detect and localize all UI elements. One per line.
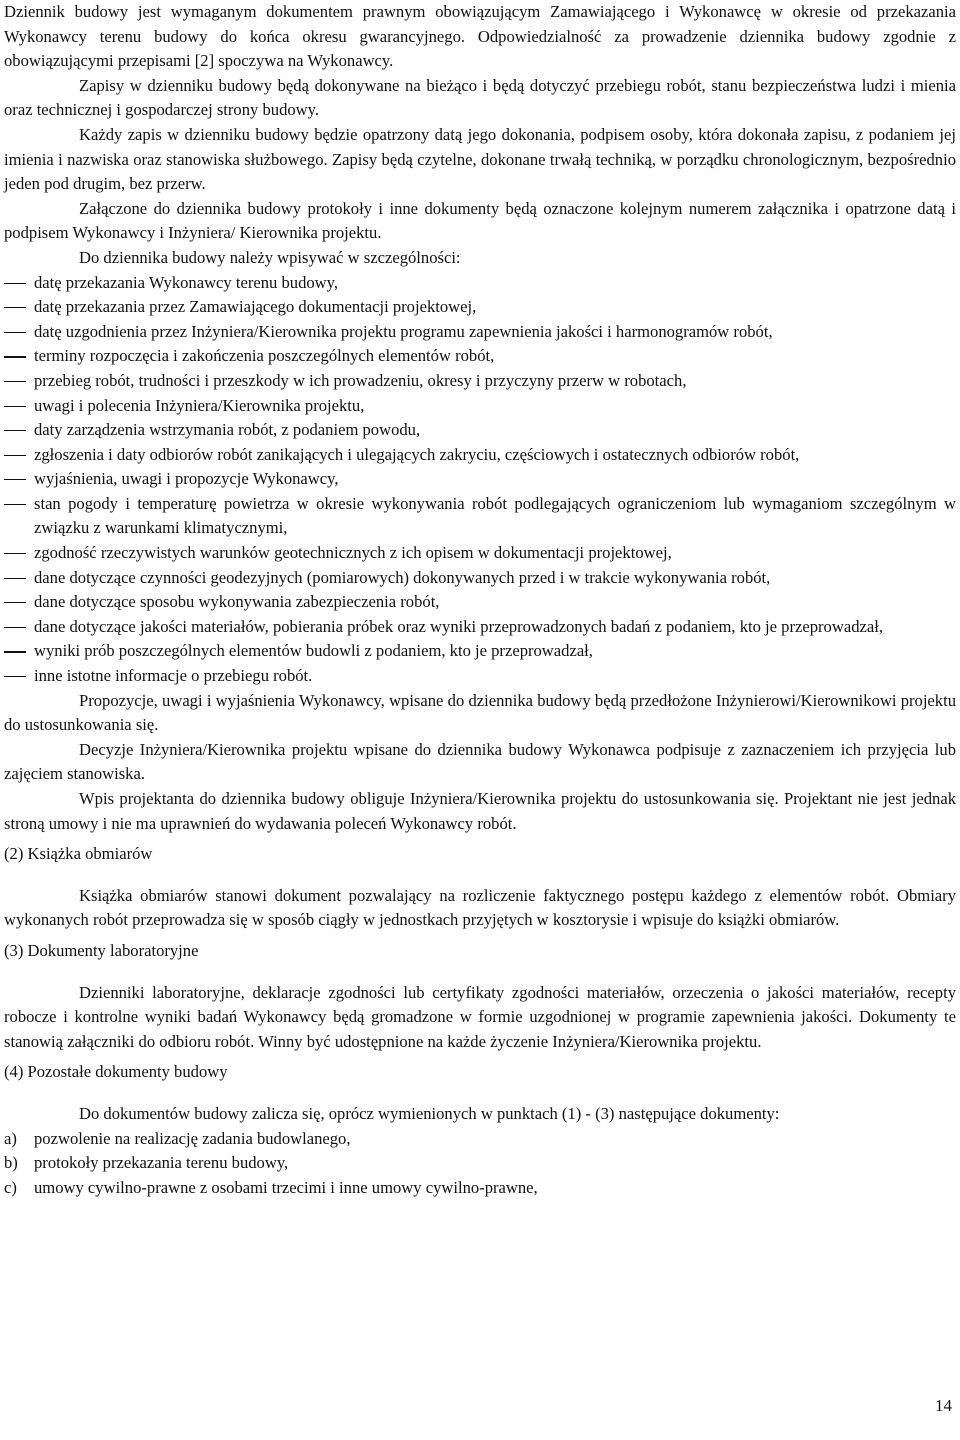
list-item-text: inne istotne informacje o przebiegu robót. bbox=[34, 666, 313, 686]
list-item-text: datę przekazania Wykonawcy terenu budowy, bbox=[34, 272, 339, 292]
list-item-text: wyjaśnienia, uwagi i propozycje Wykonawcy, bbox=[34, 469, 339, 489]
dash-bullet-icon bbox=[4, 651, 26, 652]
section-heading: (3) Dokumenty laboratoryjne bbox=[4, 940, 199, 960]
lettered-list bbox=[4, 1127, 956, 1201]
list-item bbox=[4, 467, 956, 492]
dash-bullet-icon bbox=[4, 283, 26, 284]
dash-bullet-icon bbox=[4, 602, 26, 603]
paragraph: Książka obmiarów stanowi dokument pozwalający na rozliczenie faktycznego postępu każdego z elementów robót. Obmiary wykonanych robót przeprowadza się w sposób ciągły w jednostkach przyjętych w kosztorysie i wpisuje do książki obmiarów. bbox=[4, 885, 956, 930]
list-item bbox=[4, 664, 956, 689]
paragraph: Dziennik budowy jest wymaganym dokumentem prawnym obowiązującym Zamawiającego i Wykonawcę w okresie od przekazania Wykonawcy terenu budowy do końca okresu gwarancyjnego. Odpowiedzialność za prowadzenie dziennika budowy zgodnie z obowiązującymi przepisami [2] spoczywa na Wykonawcy. bbox=[4, 2, 956, 71]
list-item bbox=[4, 492, 956, 541]
list-item-text: uwagi i polecenia Inżyniera/Kierownika projektu, bbox=[34, 395, 365, 415]
paragraph: Propozycje, uwagi i wyjaśnienia Wykonawcy, wpisane do dziennika budowy będą przedłożone Inżynierowi/Kierownikowi projektu do ustosunkowania się. bbox=[4, 690, 956, 735]
list-item bbox=[4, 271, 956, 296]
list-item-text: pozwolenie na realizację zadania budowlanego, bbox=[34, 1128, 351, 1148]
list-item-text: datę przekazania przez Zamawiającego dokumentacji projektowej, bbox=[34, 297, 477, 317]
list-item bbox=[4, 295, 956, 320]
list-item-text: dane dotyczące sposobu wykonywania zabezpieczenia robót, bbox=[34, 592, 440, 612]
paragraph: Załączone do dziennika budowy protokoły i inne dokumenty będą oznaczone kolejnym numerem załącznika i opatrzone datą i podpisem Wykonawcy i Inżyniera/ Kierownika projektu. bbox=[4, 198, 956, 243]
dash-bullet-icon bbox=[4, 676, 26, 677]
list-item bbox=[4, 1151, 956, 1176]
list-item bbox=[4, 541, 956, 566]
paragraph: Każdy zapis w dzienniku budowy będzie opatrzony datą jego dokonania, podpisem osoby, która dokonała zapisu, z podaniem jej imienia i nazwiska oraz stanowiska służbowego. Zapisy będą czytelne, dokonane trwałą techniką, w porządku chronologicznym, bezpośrednio jeden pod drugim, bez przerw. bbox=[4, 124, 956, 194]
list-item bbox=[4, 369, 956, 394]
dash-bullet-icon bbox=[4, 504, 26, 505]
list-item-text: stan pogody i temperaturę powietrza w okresie wykonywania robót podlegających ograniczeniom lub wymaganiom szczególnym w związku z warunkami klimatycznymi, bbox=[34, 493, 956, 538]
list-item-text: umowy cywilno-prawne z osobami trzecimi i inne umowy cywilno-prawne, bbox=[34, 1177, 538, 1197]
paragraph: Do dokumentów budowy zalicza się, oprócz wymienionych w punktach (1) - (3) następujące dokumenty: bbox=[79, 1103, 780, 1123]
dash-bullet-icon bbox=[4, 430, 26, 431]
paragraph: Zapisy w dzienniku budowy będą dokonywane na bieżąco i będą dotyczyć przebiegu robót, stanu bezpieczeństwa ludzi i mienia oraz technicznej i gospodarczej strony budowy. bbox=[4, 75, 956, 120]
list-marker: c) bbox=[4, 1177, 17, 1197]
list-item bbox=[4, 615, 956, 640]
list-item bbox=[4, 1127, 956, 1152]
list-marker: b) bbox=[4, 1153, 18, 1173]
dash-bullet-icon bbox=[4, 578, 26, 579]
list-item-text: terminy rozpoczęcia i zakończenia poszczególnych elementów robót, bbox=[34, 346, 495, 366]
dash-bullet-icon bbox=[4, 553, 26, 554]
list-item-text: zgodność rzeczywistych warunków geotechnicznych z ich opisem w dokumentacji projektowej, bbox=[34, 543, 672, 563]
list-item bbox=[4, 566, 956, 591]
dash-bullet-icon bbox=[4, 381, 26, 382]
page-number: 14 bbox=[935, 1396, 952, 1415]
list-item bbox=[4, 418, 956, 443]
list-item-text: wyniki prób poszczególnych elementów budowli z podaniem, kto je przeprowadzał, bbox=[34, 641, 593, 661]
dash-bullet-icon bbox=[4, 479, 26, 480]
list-item-text: protokoły przekazania terenu budowy, bbox=[34, 1153, 289, 1173]
list-item bbox=[4, 1176, 956, 1201]
section-heading: (4) Pozostałe dokumenty budowy bbox=[4, 1062, 228, 1082]
list-item bbox=[4, 639, 956, 664]
paragraph: Wpis projektanta do dziennika budowy obliguje Inżyniera/Kierownika projektu do ustosunkowania się. Projektant nie jest jednak stroną umowy i nie ma uprawnień do wydawania poleceń Wykonawcy robót. bbox=[4, 789, 956, 833]
dash-list bbox=[4, 271, 956, 689]
dash-bullet-icon bbox=[4, 627, 26, 628]
list-item bbox=[4, 394, 956, 419]
list-item bbox=[4, 590, 956, 615]
section-heading: (2) Książka obmiarów bbox=[4, 844, 153, 864]
paragraph: Do dziennika budowy należy wpisywać w szczególności: bbox=[79, 247, 461, 267]
list-item-text: przebieg robót, trudności i przeszkody w ich prowadzeniu, okresy i przyczyny przerw w robotach, bbox=[34, 370, 687, 390]
list-item-text: dane dotyczące czynności geodezyjnych (pomiarowych) dokonywanych przed i w trakcie wykonywania robót, bbox=[34, 567, 771, 587]
list-item-text: zgłoszenia i daty odbiorów robót zanikających i ulegających zakryciu, częściowych i ostatecznych odbiorów robót, bbox=[34, 444, 800, 464]
dash-bullet-icon bbox=[4, 332, 26, 333]
list-item bbox=[4, 320, 956, 345]
list-item-text: datę uzgodnienia przez Inżyniera/Kierownika projektu programu zapewnienia jakości i harmonogramów robót, bbox=[34, 321, 773, 341]
paragraph: Decyzje Inżyniera/Kierownika projektu wpisane do dziennika budowy Wykonawca podpisuje z zaznaczeniem ich przyjęcia lub zajęciem stanowiska. bbox=[4, 739, 956, 784]
document-page bbox=[4, 0, 956, 1200]
list-item-text: daty zarządzenia wstrzymania robót, z podaniem powodu, bbox=[34, 420, 421, 440]
list-marker: a) bbox=[4, 1128, 17, 1148]
paragraph: Dzienniki laboratoryjne, deklaracje zgodności lub certyfikaty zgodności materiałów, orzeczenia o jakości materiałów, recepty robocze i kontrolne wyniki badań Wykonawcy będą gromadzone w formie uzgodnionej w programie zapewnienia jakości. Dokumenty te stanowią załączniki do odbioru robót. Winny być udostępnione na każde życzenie Inżyniera/Kierownika projektu. bbox=[4, 982, 956, 1051]
list-item-text: dane dotyczące jakości materiałów, pobierania próbek oraz wyniki przeprowadzonych badań z podaniem, kto je przeprowadzał, bbox=[34, 616, 883, 636]
dash-bullet-icon bbox=[4, 307, 26, 308]
dash-bullet-icon bbox=[4, 356, 26, 357]
list-item bbox=[4, 344, 956, 369]
list-item bbox=[4, 443, 956, 468]
dash-bullet-icon bbox=[4, 406, 26, 407]
dash-bullet-icon bbox=[4, 455, 26, 456]
